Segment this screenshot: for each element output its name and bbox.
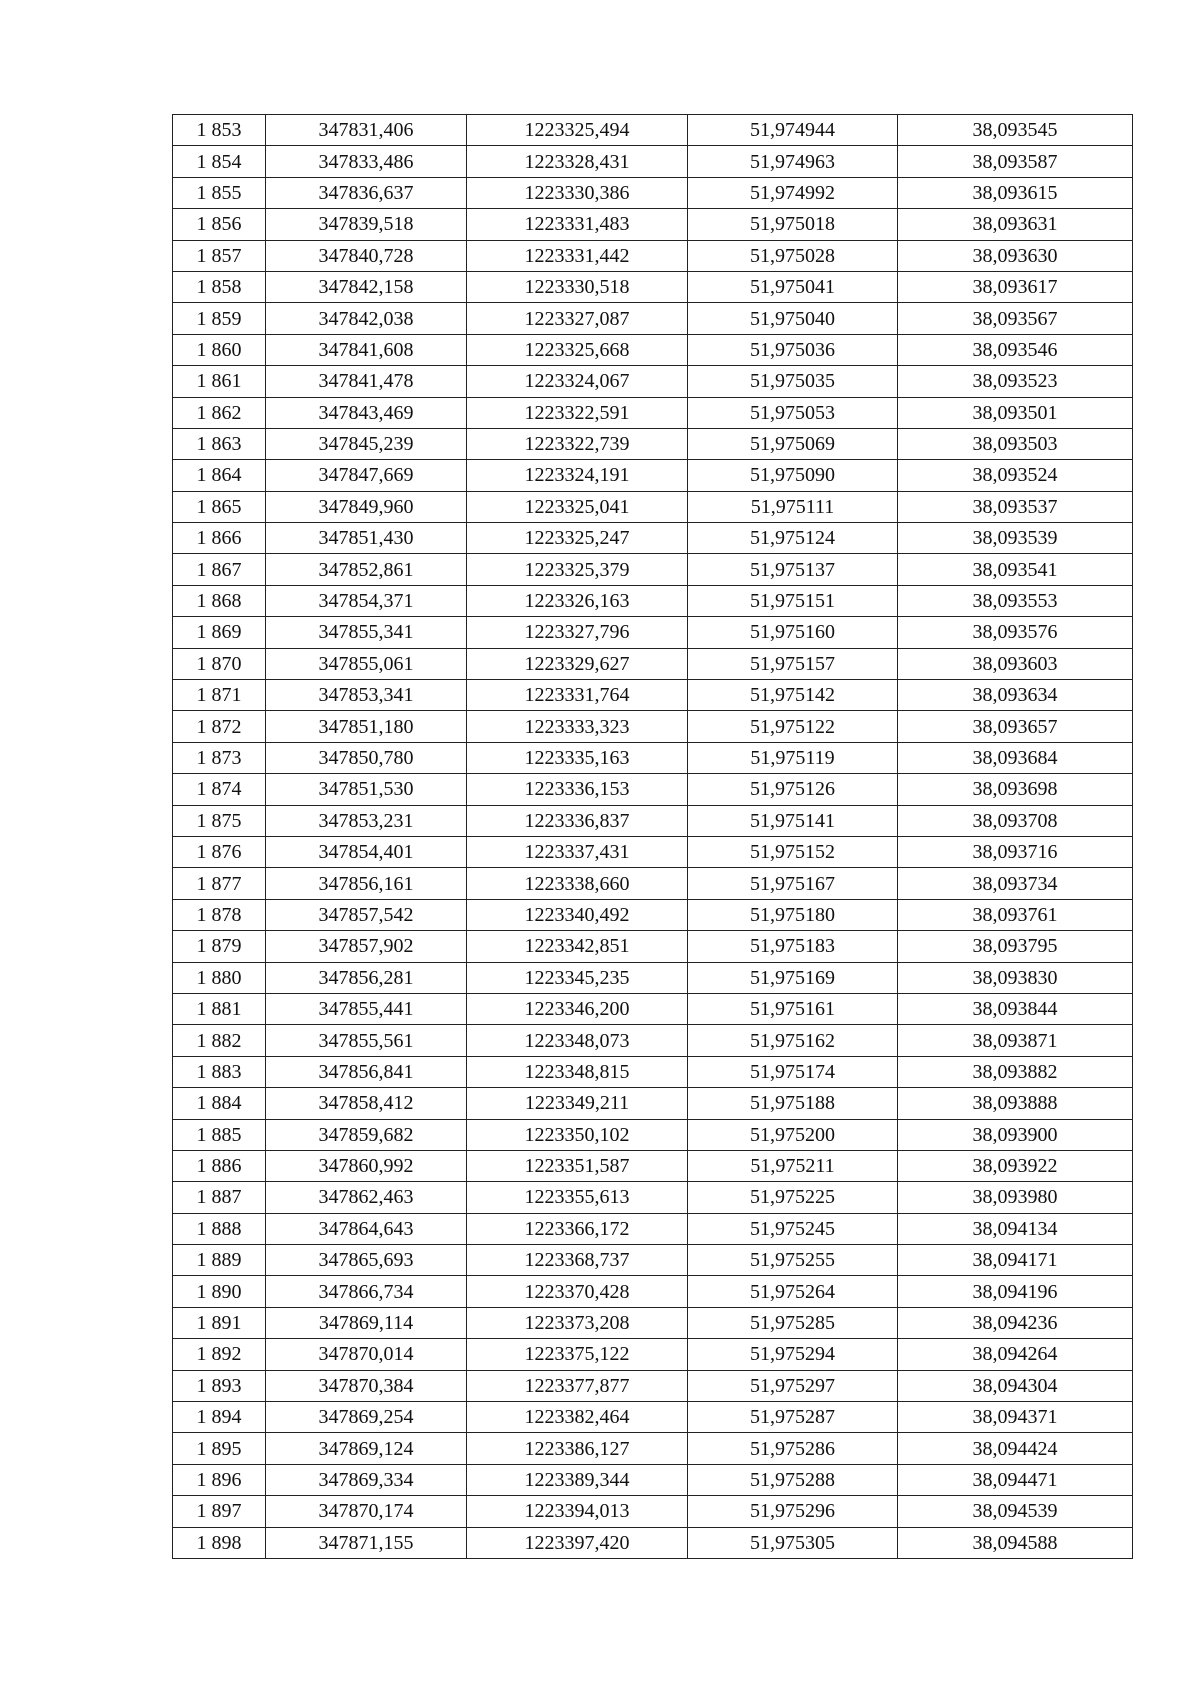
point-number-cell: 1 888 bbox=[173, 1213, 266, 1244]
table-row bbox=[173, 115, 1133, 146]
latitude-cell: 51,975090 bbox=[688, 460, 898, 491]
y-coordinate-cell: 1223325,041 bbox=[467, 491, 688, 522]
latitude-cell: 51,974963 bbox=[688, 146, 898, 177]
point-number-cell: 1 870 bbox=[173, 648, 266, 679]
x-coordinate-cell: 347847,669 bbox=[266, 460, 467, 491]
latitude-cell: 51,975137 bbox=[688, 554, 898, 585]
point-number-cell: 1 884 bbox=[173, 1088, 266, 1119]
y-coordinate-cell: 1223386,127 bbox=[467, 1433, 688, 1464]
longitude-cell: 38,093603 bbox=[898, 648, 1133, 679]
point-number-cell: 1 853 bbox=[173, 115, 266, 146]
latitude-cell: 51,975225 bbox=[688, 1182, 898, 1213]
coordinate-table-body bbox=[173, 115, 1133, 1559]
table-row bbox=[173, 523, 1133, 554]
x-coordinate-cell: 347864,643 bbox=[266, 1213, 467, 1244]
y-coordinate-cell: 1223382,464 bbox=[467, 1402, 688, 1433]
point-number-cell: 1 861 bbox=[173, 366, 266, 397]
y-coordinate-cell: 1223330,386 bbox=[467, 177, 688, 208]
point-number-cell: 1 877 bbox=[173, 868, 266, 899]
point-number-cell: 1 878 bbox=[173, 899, 266, 930]
table-row bbox=[173, 1213, 1133, 1244]
y-coordinate-cell: 1223325,247 bbox=[467, 523, 688, 554]
x-coordinate-cell: 347855,341 bbox=[266, 617, 467, 648]
table-row bbox=[173, 742, 1133, 773]
point-number-cell: 1 880 bbox=[173, 962, 266, 993]
point-number-cell: 1 881 bbox=[173, 993, 266, 1024]
y-coordinate-cell: 1223325,494 bbox=[467, 115, 688, 146]
table-row bbox=[173, 680, 1133, 711]
point-number-cell: 1 860 bbox=[173, 334, 266, 365]
table-row bbox=[173, 303, 1133, 334]
table-row bbox=[173, 366, 1133, 397]
x-coordinate-cell: 347858,412 bbox=[266, 1088, 467, 1119]
x-coordinate-cell: 347862,463 bbox=[266, 1182, 467, 1213]
table-row bbox=[173, 868, 1133, 899]
latitude-cell: 51,975111 bbox=[688, 491, 898, 522]
longitude-cell: 38,094236 bbox=[898, 1307, 1133, 1338]
table-row bbox=[173, 1527, 1133, 1558]
longitude-cell: 38,093980 bbox=[898, 1182, 1133, 1213]
table-row bbox=[173, 491, 1133, 522]
latitude-cell: 51,975160 bbox=[688, 617, 898, 648]
longitude-cell: 38,093539 bbox=[898, 523, 1133, 554]
x-coordinate-cell: 347851,180 bbox=[266, 711, 467, 742]
table-row bbox=[173, 1088, 1133, 1119]
longitude-cell: 38,093888 bbox=[898, 1088, 1133, 1119]
x-coordinate-cell: 347831,406 bbox=[266, 115, 467, 146]
longitude-cell: 38,093708 bbox=[898, 805, 1133, 836]
point-number-cell: 1 879 bbox=[173, 931, 266, 962]
x-coordinate-cell: 347845,239 bbox=[266, 428, 467, 459]
point-number-cell: 1 864 bbox=[173, 460, 266, 491]
x-coordinate-cell: 347840,728 bbox=[266, 240, 467, 271]
latitude-cell: 51,975297 bbox=[688, 1370, 898, 1401]
longitude-cell: 38,093795 bbox=[898, 931, 1133, 962]
latitude-cell: 51,975285 bbox=[688, 1307, 898, 1338]
x-coordinate-cell: 347870,014 bbox=[266, 1339, 467, 1370]
table-row bbox=[173, 1496, 1133, 1527]
coordinate-table bbox=[172, 114, 1133, 1559]
y-coordinate-cell: 1223338,660 bbox=[467, 868, 688, 899]
table-row bbox=[173, 774, 1133, 805]
x-coordinate-cell: 347865,693 bbox=[266, 1245, 467, 1276]
point-number-cell: 1 854 bbox=[173, 146, 266, 177]
longitude-cell: 38,094196 bbox=[898, 1276, 1133, 1307]
y-coordinate-cell: 1223324,067 bbox=[467, 366, 688, 397]
longitude-cell: 38,093657 bbox=[898, 711, 1133, 742]
x-coordinate-cell: 347855,441 bbox=[266, 993, 467, 1024]
latitude-cell: 51,974944 bbox=[688, 115, 898, 146]
y-coordinate-cell: 1223366,172 bbox=[467, 1213, 688, 1244]
table-row bbox=[173, 1150, 1133, 1181]
y-coordinate-cell: 1223325,379 bbox=[467, 554, 688, 585]
longitude-cell: 38,093617 bbox=[898, 271, 1133, 302]
point-number-cell: 1 869 bbox=[173, 617, 266, 648]
table-row bbox=[173, 1433, 1133, 1464]
table-row bbox=[173, 931, 1133, 962]
point-number-cell: 1 871 bbox=[173, 680, 266, 711]
table-row bbox=[173, 1119, 1133, 1150]
point-number-cell: 1 856 bbox=[173, 209, 266, 240]
point-number-cell: 1 889 bbox=[173, 1245, 266, 1276]
y-coordinate-cell: 1223373,208 bbox=[467, 1307, 688, 1338]
table-row bbox=[173, 460, 1133, 491]
y-coordinate-cell: 1223355,613 bbox=[467, 1182, 688, 1213]
x-coordinate-cell: 347850,780 bbox=[266, 742, 467, 773]
longitude-cell: 38,093524 bbox=[898, 460, 1133, 491]
longitude-cell: 38,093900 bbox=[898, 1119, 1133, 1150]
latitude-cell: 51,975035 bbox=[688, 366, 898, 397]
point-number-cell: 1 873 bbox=[173, 742, 266, 773]
table-row bbox=[173, 146, 1133, 177]
latitude-cell: 51,975142 bbox=[688, 680, 898, 711]
y-coordinate-cell: 1223345,235 bbox=[467, 962, 688, 993]
latitude-cell: 51,975296 bbox=[688, 1496, 898, 1527]
table-row bbox=[173, 1245, 1133, 1276]
y-coordinate-cell: 1223350,102 bbox=[467, 1119, 688, 1150]
point-number-cell: 1 859 bbox=[173, 303, 266, 334]
table-row bbox=[173, 585, 1133, 616]
latitude-cell: 51,975053 bbox=[688, 397, 898, 428]
table-row bbox=[173, 428, 1133, 459]
latitude-cell: 51,975157 bbox=[688, 648, 898, 679]
y-coordinate-cell: 1223330,518 bbox=[467, 271, 688, 302]
latitude-cell: 51,975126 bbox=[688, 774, 898, 805]
y-coordinate-cell: 1223346,200 bbox=[467, 993, 688, 1024]
table-row bbox=[173, 554, 1133, 585]
x-coordinate-cell: 347853,231 bbox=[266, 805, 467, 836]
latitude-cell: 51,975040 bbox=[688, 303, 898, 334]
latitude-cell: 51,975211 bbox=[688, 1150, 898, 1181]
longitude-cell: 38,093615 bbox=[898, 177, 1133, 208]
longitude-cell: 38,093503 bbox=[898, 428, 1133, 459]
point-number-cell: 1 895 bbox=[173, 1433, 266, 1464]
table-row bbox=[173, 617, 1133, 648]
table-row bbox=[173, 397, 1133, 428]
y-coordinate-cell: 1223331,483 bbox=[467, 209, 688, 240]
latitude-cell: 51,975018 bbox=[688, 209, 898, 240]
longitude-cell: 38,093734 bbox=[898, 868, 1133, 899]
longitude-cell: 38,093830 bbox=[898, 962, 1133, 993]
y-coordinate-cell: 1223322,591 bbox=[467, 397, 688, 428]
y-coordinate-cell: 1223351,587 bbox=[467, 1150, 688, 1181]
y-coordinate-cell: 1223397,420 bbox=[467, 1527, 688, 1558]
point-number-cell: 1 885 bbox=[173, 1119, 266, 1150]
longitude-cell: 38,093844 bbox=[898, 993, 1133, 1024]
y-coordinate-cell: 1223336,153 bbox=[467, 774, 688, 805]
x-coordinate-cell: 347853,341 bbox=[266, 680, 467, 711]
table-row bbox=[173, 1370, 1133, 1401]
x-coordinate-cell: 347851,430 bbox=[266, 523, 467, 554]
table-row bbox=[173, 993, 1133, 1024]
x-coordinate-cell: 347856,161 bbox=[266, 868, 467, 899]
latitude-cell: 51,975169 bbox=[688, 962, 898, 993]
table-row bbox=[173, 209, 1133, 240]
x-coordinate-cell: 347856,841 bbox=[266, 1056, 467, 1087]
longitude-cell: 38,093922 bbox=[898, 1150, 1133, 1181]
longitude-cell: 38,093698 bbox=[898, 774, 1133, 805]
table-row bbox=[173, 1056, 1133, 1087]
y-coordinate-cell: 1223325,668 bbox=[467, 334, 688, 365]
y-coordinate-cell: 1223342,851 bbox=[467, 931, 688, 962]
x-coordinate-cell: 347854,371 bbox=[266, 585, 467, 616]
table-row bbox=[173, 1307, 1133, 1338]
y-coordinate-cell: 1223331,442 bbox=[467, 240, 688, 271]
point-number-cell: 1 882 bbox=[173, 1025, 266, 1056]
latitude-cell: 51,975069 bbox=[688, 428, 898, 459]
y-coordinate-cell: 1223349,211 bbox=[467, 1088, 688, 1119]
table-row bbox=[173, 1339, 1133, 1370]
x-coordinate-cell: 347869,334 bbox=[266, 1464, 467, 1495]
latitude-cell: 51,975119 bbox=[688, 742, 898, 773]
y-coordinate-cell: 1223336,837 bbox=[467, 805, 688, 836]
point-number-cell: 1 875 bbox=[173, 805, 266, 836]
longitude-cell: 38,094304 bbox=[898, 1370, 1133, 1401]
y-coordinate-cell: 1223335,163 bbox=[467, 742, 688, 773]
y-coordinate-cell: 1223370,428 bbox=[467, 1276, 688, 1307]
point-number-cell: 1 891 bbox=[173, 1307, 266, 1338]
latitude-cell: 51,975286 bbox=[688, 1433, 898, 1464]
point-number-cell: 1 866 bbox=[173, 523, 266, 554]
point-number-cell: 1 863 bbox=[173, 428, 266, 459]
point-number-cell: 1 897 bbox=[173, 1496, 266, 1527]
latitude-cell: 51,975036 bbox=[688, 334, 898, 365]
x-coordinate-cell: 347855,061 bbox=[266, 648, 467, 679]
longitude-cell: 38,093545 bbox=[898, 115, 1133, 146]
latitude-cell: 51,975180 bbox=[688, 899, 898, 930]
x-coordinate-cell: 347871,155 bbox=[266, 1527, 467, 1558]
point-number-cell: 1 898 bbox=[173, 1527, 266, 1558]
longitude-cell: 38,093871 bbox=[898, 1025, 1133, 1056]
point-number-cell: 1 857 bbox=[173, 240, 266, 271]
latitude-cell: 51,975305 bbox=[688, 1527, 898, 1558]
latitude-cell: 51,975188 bbox=[688, 1088, 898, 1119]
x-coordinate-cell: 347860,992 bbox=[266, 1150, 467, 1181]
point-number-cell: 1 855 bbox=[173, 177, 266, 208]
longitude-cell: 38,093553 bbox=[898, 585, 1133, 616]
point-number-cell: 1 858 bbox=[173, 271, 266, 302]
longitude-cell: 38,094471 bbox=[898, 1464, 1133, 1495]
table-row bbox=[173, 1276, 1133, 1307]
x-coordinate-cell: 347842,038 bbox=[266, 303, 467, 334]
y-coordinate-cell: 1223394,013 bbox=[467, 1496, 688, 1527]
latitude-cell: 51,975294 bbox=[688, 1339, 898, 1370]
point-number-cell: 1 876 bbox=[173, 836, 266, 867]
y-coordinate-cell: 1223348,815 bbox=[467, 1056, 688, 1087]
latitude-cell: 51,975183 bbox=[688, 931, 898, 962]
point-number-cell: 1 865 bbox=[173, 491, 266, 522]
longitude-cell: 38,093541 bbox=[898, 554, 1133, 585]
x-coordinate-cell: 347841,608 bbox=[266, 334, 467, 365]
longitude-cell: 38,093716 bbox=[898, 836, 1133, 867]
table-row bbox=[173, 1402, 1133, 1433]
point-number-cell: 1 893 bbox=[173, 1370, 266, 1401]
latitude-cell: 51,975141 bbox=[688, 805, 898, 836]
y-coordinate-cell: 1223326,163 bbox=[467, 585, 688, 616]
x-coordinate-cell: 347855,561 bbox=[266, 1025, 467, 1056]
longitude-cell: 38,093631 bbox=[898, 209, 1133, 240]
latitude-cell: 51,975167 bbox=[688, 868, 898, 899]
longitude-cell: 38,094424 bbox=[898, 1433, 1133, 1464]
x-coordinate-cell: 347854,401 bbox=[266, 836, 467, 867]
point-number-cell: 1 894 bbox=[173, 1402, 266, 1433]
x-coordinate-cell: 347857,902 bbox=[266, 931, 467, 962]
latitude-cell: 51,975287 bbox=[688, 1402, 898, 1433]
table-row bbox=[173, 805, 1133, 836]
table-row bbox=[173, 899, 1133, 930]
y-coordinate-cell: 1223327,796 bbox=[467, 617, 688, 648]
latitude-cell: 51,975122 bbox=[688, 711, 898, 742]
longitude-cell: 38,094371 bbox=[898, 1402, 1133, 1433]
latitude-cell: 51,975124 bbox=[688, 523, 898, 554]
x-coordinate-cell: 347851,530 bbox=[266, 774, 467, 805]
longitude-cell: 38,093630 bbox=[898, 240, 1133, 271]
x-coordinate-cell: 347856,281 bbox=[266, 962, 467, 993]
y-coordinate-cell: 1223337,431 bbox=[467, 836, 688, 867]
longitude-cell: 38,093576 bbox=[898, 617, 1133, 648]
point-number-cell: 1 890 bbox=[173, 1276, 266, 1307]
table-row bbox=[173, 836, 1133, 867]
latitude-cell: 51,975200 bbox=[688, 1119, 898, 1150]
y-coordinate-cell: 1223368,737 bbox=[467, 1245, 688, 1276]
x-coordinate-cell: 347843,469 bbox=[266, 397, 467, 428]
y-coordinate-cell: 1223340,492 bbox=[467, 899, 688, 930]
y-coordinate-cell: 1223327,087 bbox=[467, 303, 688, 334]
x-coordinate-cell: 347849,960 bbox=[266, 491, 467, 522]
longitude-cell: 38,094588 bbox=[898, 1527, 1133, 1558]
table-row bbox=[173, 271, 1133, 302]
point-number-cell: 1 867 bbox=[173, 554, 266, 585]
latitude-cell: 51,975162 bbox=[688, 1025, 898, 1056]
longitude-cell: 38,094134 bbox=[898, 1213, 1133, 1244]
x-coordinate-cell: 347839,518 bbox=[266, 209, 467, 240]
y-coordinate-cell: 1223331,764 bbox=[467, 680, 688, 711]
x-coordinate-cell: 347857,542 bbox=[266, 899, 467, 930]
x-coordinate-cell: 347866,734 bbox=[266, 1276, 467, 1307]
longitude-cell: 38,093587 bbox=[898, 146, 1133, 177]
point-number-cell: 1 874 bbox=[173, 774, 266, 805]
longitude-cell: 38,093567 bbox=[898, 303, 1133, 334]
latitude-cell: 51,975255 bbox=[688, 1245, 898, 1276]
latitude-cell: 51,975041 bbox=[688, 271, 898, 302]
table-row bbox=[173, 240, 1133, 271]
x-coordinate-cell: 347869,114 bbox=[266, 1307, 467, 1338]
x-coordinate-cell: 347833,486 bbox=[266, 146, 467, 177]
longitude-cell: 38,093523 bbox=[898, 366, 1133, 397]
longitude-cell: 38,093634 bbox=[898, 680, 1133, 711]
x-coordinate-cell: 347836,637 bbox=[266, 177, 467, 208]
x-coordinate-cell: 347842,158 bbox=[266, 271, 467, 302]
latitude-cell: 51,975152 bbox=[688, 836, 898, 867]
table-row bbox=[173, 648, 1133, 679]
y-coordinate-cell: 1223377,877 bbox=[467, 1370, 688, 1401]
x-coordinate-cell: 347870,384 bbox=[266, 1370, 467, 1401]
longitude-cell: 38,093882 bbox=[898, 1056, 1133, 1087]
table-row bbox=[173, 711, 1133, 742]
longitude-cell: 38,094171 bbox=[898, 1245, 1133, 1276]
point-number-cell: 1 862 bbox=[173, 397, 266, 428]
x-coordinate-cell: 347870,174 bbox=[266, 1496, 467, 1527]
table-row bbox=[173, 962, 1133, 993]
latitude-cell: 51,975028 bbox=[688, 240, 898, 271]
latitude-cell: 51,974992 bbox=[688, 177, 898, 208]
latitude-cell: 51,975245 bbox=[688, 1213, 898, 1244]
table-row bbox=[173, 334, 1133, 365]
longitude-cell: 38,093761 bbox=[898, 899, 1133, 930]
latitude-cell: 51,975151 bbox=[688, 585, 898, 616]
latitude-cell: 51,975264 bbox=[688, 1276, 898, 1307]
longitude-cell: 38,093684 bbox=[898, 742, 1133, 773]
y-coordinate-cell: 1223333,323 bbox=[467, 711, 688, 742]
table-row bbox=[173, 177, 1133, 208]
y-coordinate-cell: 1223322,739 bbox=[467, 428, 688, 459]
longitude-cell: 38,094539 bbox=[898, 1496, 1133, 1527]
y-coordinate-cell: 1223389,344 bbox=[467, 1464, 688, 1495]
x-coordinate-cell: 347859,682 bbox=[266, 1119, 467, 1150]
point-number-cell: 1 883 bbox=[173, 1056, 266, 1087]
longitude-cell: 38,094264 bbox=[898, 1339, 1133, 1370]
longitude-cell: 38,093537 bbox=[898, 491, 1133, 522]
y-coordinate-cell: 1223348,073 bbox=[467, 1025, 688, 1056]
y-coordinate-cell: 1223324,191 bbox=[467, 460, 688, 491]
latitude-cell: 51,975161 bbox=[688, 993, 898, 1024]
y-coordinate-cell: 1223375,122 bbox=[467, 1339, 688, 1370]
point-number-cell: 1 896 bbox=[173, 1464, 266, 1495]
point-number-cell: 1 886 bbox=[173, 1150, 266, 1181]
x-coordinate-cell: 347852,861 bbox=[266, 554, 467, 585]
point-number-cell: 1 868 bbox=[173, 585, 266, 616]
x-coordinate-cell: 347869,124 bbox=[266, 1433, 467, 1464]
table-row bbox=[173, 1464, 1133, 1495]
longitude-cell: 38,093546 bbox=[898, 334, 1133, 365]
table-row bbox=[173, 1025, 1133, 1056]
latitude-cell: 51,975288 bbox=[688, 1464, 898, 1495]
latitude-cell: 51,975174 bbox=[688, 1056, 898, 1087]
table-row bbox=[173, 1182, 1133, 1213]
y-coordinate-cell: 1223329,627 bbox=[467, 648, 688, 679]
y-coordinate-cell: 1223328,431 bbox=[467, 146, 688, 177]
longitude-cell: 38,093501 bbox=[898, 397, 1133, 428]
point-number-cell: 1 887 bbox=[173, 1182, 266, 1213]
point-number-cell: 1 872 bbox=[173, 711, 266, 742]
x-coordinate-cell: 347869,254 bbox=[266, 1402, 467, 1433]
point-number-cell: 1 892 bbox=[173, 1339, 266, 1370]
x-coordinate-cell: 347841,478 bbox=[266, 366, 467, 397]
